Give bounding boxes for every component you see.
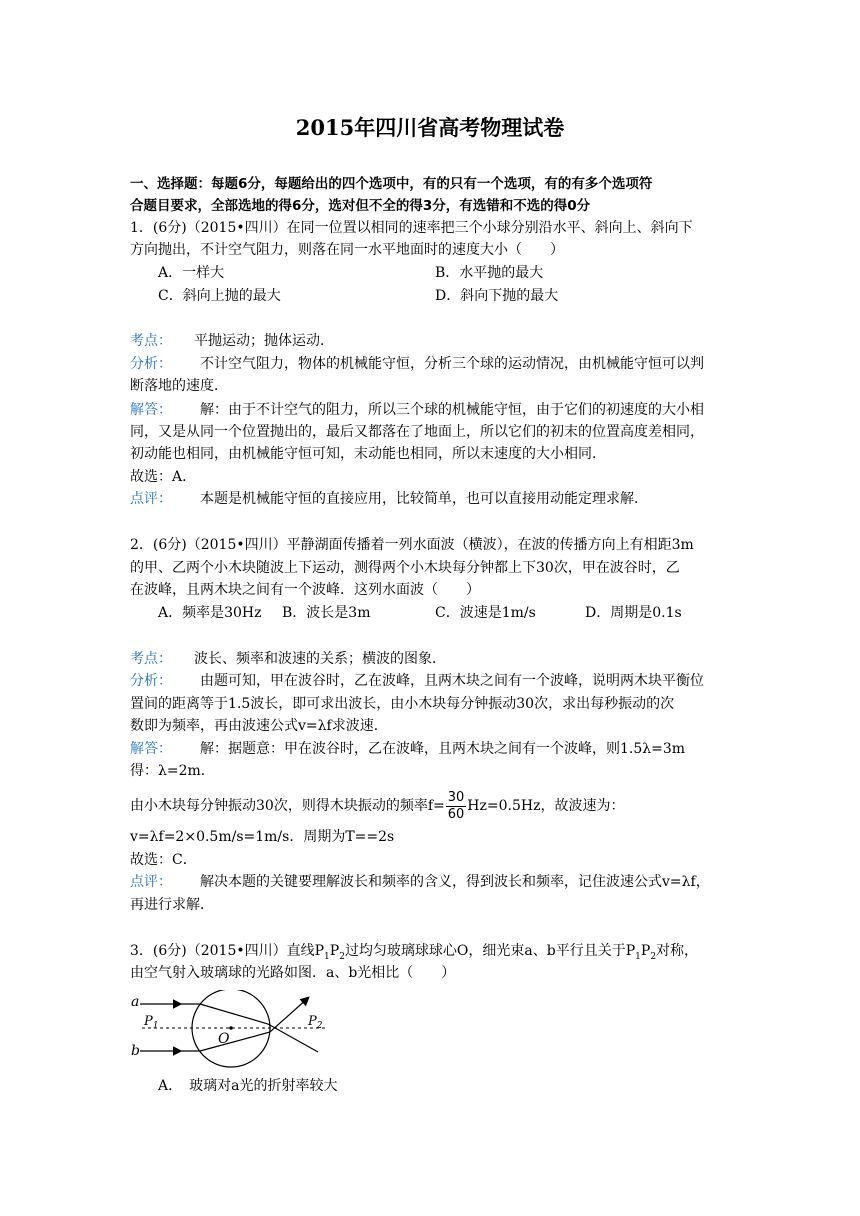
q3-p-letter-b: P <box>640 943 651 959</box>
q1-jieda-line-1 <box>130 399 704 421</box>
q1-stem-line-1: 1．(6分)（2015•四川）在同一位置以相同的速率把三个小球分别沿水平、斜向上、斜向下 <box>130 220 693 236</box>
glass-sphere-light-path-diagram <box>128 990 328 1070</box>
q2-option-d: D．周期是0.1s <box>585 605 682 621</box>
label-p2 <box>307 1014 323 1031</box>
q2-stem-line-3: 在波峰，且两木块之间有一个波峰．这列水面波（ ） <box>130 582 480 598</box>
q1-option-b: B．水平抛的最大 <box>435 265 544 281</box>
jieda-label: 解答： <box>130 402 172 418</box>
q3-subscript-1b: 1 <box>635 951 641 962</box>
q2-fenxi-line-1 <box>130 670 704 692</box>
q2-jieda-line-1 <box>130 738 685 760</box>
q3-p-letter: P <box>329 943 340 959</box>
kaodian-label: 考点： <box>130 651 172 667</box>
q1-dianping <box>130 488 648 510</box>
q2-stem-line-1: 2．(6分)（2015•四川）平静湖面传播着一列水面波（横波），在波的传播方向上有相距3m <box>130 537 694 553</box>
label-o: O <box>218 1031 230 1047</box>
q3-stem-text-a: 3．(6分)（2015•四川）直线P <box>130 943 325 959</box>
dianping-label: 点评： <box>130 491 172 507</box>
q1-stem-line-2: 方向抛出，不计空气阻力，则落在同一水平地面时的速度大小（ ） <box>130 242 564 258</box>
q3-option-a: A． 玻璃对a光的折射率较大 <box>158 1078 338 1094</box>
q2-jieda-frequency-text: 由小木块每分钟振动30次，则得木块振动的频率f= <box>130 798 445 814</box>
q1-kaodian-text: 平抛运动；抛体运动． <box>194 333 334 349</box>
section-heading-line-2: 合题目要求，全部选地的得6分，选对但不全的得3分，有选错和不选的得0分 <box>130 198 591 214</box>
label-p1-letter: P <box>144 1014 153 1029</box>
q3-subscript-2: 2 <box>339 951 345 962</box>
label-p1-sub: 1 <box>152 1021 159 1031</box>
label-a: a <box>131 994 140 1010</box>
q1-fenxi-line-2: 断落地的速度． <box>130 378 228 394</box>
q3-subscript-2b: 2 <box>650 951 657 962</box>
q3-stem-line-2: 由空气射入玻璃球的光路如图．a、b光相比（ ） <box>130 965 456 981</box>
q2-option-c: C．波速是1m/s <box>435 605 536 621</box>
fenxi-label: 分析： <box>130 673 172 689</box>
q1-option-d: D．斜向下抛的最大 <box>435 288 559 304</box>
q2-dianping-line-2: 再进行求解． <box>130 897 214 913</box>
fenxi-label: 分析： <box>130 356 172 372</box>
q1-jieda-line-3: 初动能也相同，由机械能守恒可知，末动能也相同，所以末速度的大小相同． <box>130 446 606 462</box>
dianping-label: 点评： <box>130 874 172 890</box>
label-p2-letter: P <box>308 1014 317 1029</box>
q1-fenxi-line-1 <box>130 353 704 375</box>
q2-kaodian-text: 波长、频率和波速的关系；横波的图象． <box>194 651 446 667</box>
q2-dianping-text: 解决本题的关键要理解波长和频率的含义，得到波长和频率，记住波速公式v=λf， <box>200 874 710 890</box>
q2-jieda-text: 解：据题意：甲在波谷时，乙在波峰，且两木块之间有一个波峰，则1.5λ=3m <box>200 741 686 757</box>
q2-jieda-line-4: v=λf=2×0.5m/s=1m/s．周期为T==2s <box>130 829 395 845</box>
q2-jieda-line-2: 得：λ=2m． <box>130 763 215 779</box>
q3-stem-text-c: 对称， <box>656 943 699 959</box>
q2-fenxi-text: 由题可知，甲在波谷时，乙在波峰，且两木块之间有一个波峰，说明两木块平衡位 <box>200 673 704 689</box>
sphere-center-point <box>229 1026 233 1030</box>
q2-fenxi-line-3: 数即为频率，再由波速公式v=λf求波速． <box>130 718 388 734</box>
q2-kaodian <box>130 648 446 670</box>
kaodian-label: 考点： <box>130 333 172 349</box>
q1-fenxi-text: 不计空气阻力，物体的机械能守恒，分析三个球的运动情况，由机械能守恒可以判 <box>200 356 704 372</box>
q2-answer: 故选：C． <box>130 852 197 868</box>
q1-jieda-text: 解：由于不计空气的阻力，所以三个球的机械能守恒，由于它们的初速度的大小相 <box>200 402 704 418</box>
fraction-30-over-60 <box>446 790 467 823</box>
fraction-numerator: 30 <box>447 789 465 805</box>
q1-dianping-text: 本题是机械能守恒的直接应用，比较简单，也可以直接用动能定理求解． <box>200 491 648 507</box>
fraction-denominator: 60 <box>447 806 465 822</box>
q2-jieda-frequency-unit: Hz=0.5Hz，故波速为： <box>467 798 625 814</box>
label-p2-sub: 2 <box>316 1021 323 1031</box>
q1-answer: 故选：A． <box>130 469 197 485</box>
section-heading-line-1: 一、选择题：每题6分，每题给出的四个选项中，有的只有一个选项，有的有多个选项符 <box>130 176 653 192</box>
label-p1 <box>143 1014 158 1031</box>
q2-option-a: A．频率是30Hz <box>158 605 262 621</box>
ray-b-refracted <box>200 998 308 1051</box>
q1-kaodian <box>130 330 334 352</box>
q2-dianping-line-1 <box>130 871 710 893</box>
q1-option-c: C．斜向上抛的最大 <box>158 288 281 304</box>
q1-jieda-line-2: 同，又是从同一个位置抛出的，最后又都落在了地面上，所以它们的初末的位置高度差相同， <box>130 424 704 440</box>
q1-option-a: A．一样大 <box>158 265 225 281</box>
q2-fenxi-line-2: 置间的距离等于1.5波长，即可求出波长，由小木块每分钟振动30次，求出每秒振动的次 <box>130 696 675 712</box>
q2-option-b: B．波长是3m <box>282 605 371 621</box>
q3-subscript-1: 1 <box>324 951 330 962</box>
q2-stem-line-2: 的甲、乙两个小木块随波上下运动，测得两个小木块每分钟都上下30次，甲在波谷时，乙 <box>130 560 680 576</box>
q3-stem-text-b: 过均匀玻璃球球心O，细光束a、b平行且关于P <box>344 943 636 959</box>
label-b: b <box>131 1043 140 1059</box>
q2-jieda-line-3 <box>130 788 624 824</box>
jieda-label: 解答： <box>130 741 172 757</box>
page-title: 2015年四川省高考物理试卷 <box>295 115 565 140</box>
